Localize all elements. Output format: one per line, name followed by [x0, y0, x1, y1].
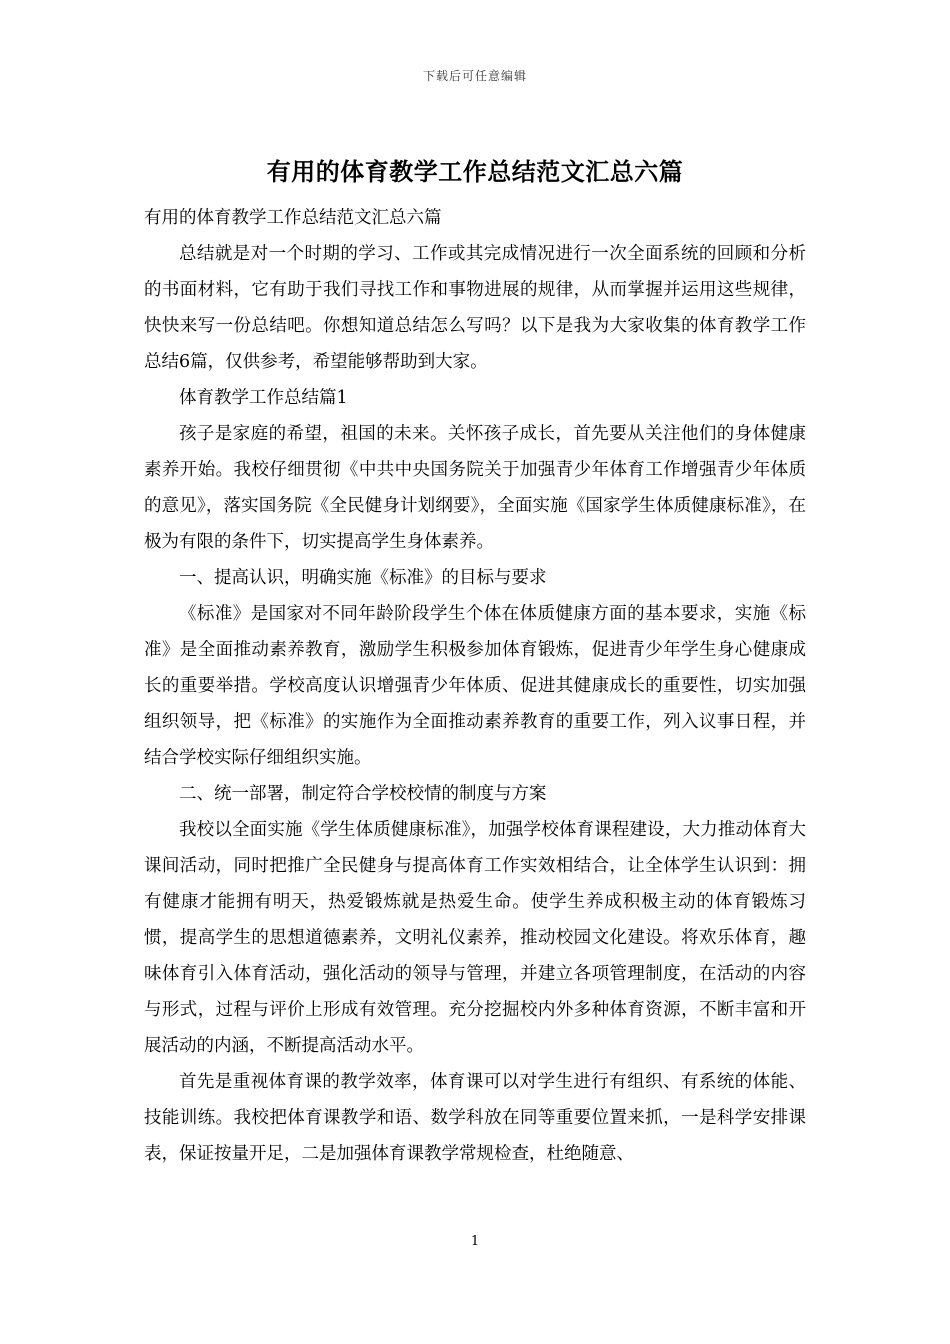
document-body [144, 200, 806, 1172]
intro-paragraph: 总结就是对一个时期的学习、工作或其完成情况进行一次全面系统的回顾和分析的书面材料，它有助于我们寻找工作和事物进展的规律，从而掌握并运用这些规律，快快来写一份总结吧。你想知道总结怎么写吗？以下是我为大家收集的体育教学工作总结6篇，仅供参考，希望能够帮助到大家。 [144, 244, 806, 372]
subtitle-line: 有用的体育教学工作总结范文汇总六篇 [144, 208, 442, 228]
header-note: 下载后可任意编辑 [422, 69, 527, 83]
body-paragraph: 《标准》是国家对不同年龄阶段学生个体在体质健康方面的基本要求，实施《标准》是全面推动素养教育，激励学生积极参加体育锻炼，促进青少年学生身心健康成长的重要举措。学校高度认识增强青少年体质、促进其健康成长的重要性，切实加强组织领导，把《标准》的实施作为全面推动素养教育的重要工作，列入议事日程，并结合学校实际仔细组织实施。 [144, 604, 806, 768]
page-number: 1 [470, 1234, 480, 1249]
section-heading: 一、提高认识，明确实施《标准》的目标与要求 [179, 568, 547, 588]
body-paragraph: 首先是重视体育课的教学效率，体育课可以对学生进行有组织、有系统的体能、技能训练。我校把体育课教学和语、数学科放在同等重要位置来抓，一是科学安排课表，保证按量开足，二是加强体育课教学常规检查，杜绝随意、 [144, 1072, 806, 1164]
body-paragraph: 孩子是家庭的希望，祖国的未来。关怀孩子成长，首先要从关注他们的身体健康素养开始。我校仔细贯彻《中共中央国务院关于加强青少年体育工作增强青少年体质的意见》，落实国务院《全民健身计划纲要》，全面实施《国家学生体质健康标准》，在极为有限的条件下，切实提高学生身体素养。 [144, 424, 806, 552]
section-heading: 体育教学工作总结篇1 [179, 388, 348, 408]
body-paragraph: 我校以全面实施《学生体质健康标准》，加强学校体育课程建设，大力推动体育大课间活动，同时把推广全民健身与提高体育工作实效相结合，让全体学生认识到：拥有健康才能拥有明天，热爱锻炼就是热爱生命。使学生养成积极主动的体育锻炼习惯，提高学生的思想道德素养，文明礼仪素养，推动校园文化建设。将欢乐体育，趣味体育引入体育活动，强化活动的领导与管理，并建立各项管理制度，在活动的内容与形式，过程与评价上形成有效管理。充分挖掘校内外多种体育资源，不断丰富和开展活动的内涵，不断提高活动水平。 [144, 820, 806, 1056]
document-title: 有用的体育教学工作总结范文汇总六篇 [266, 157, 684, 186]
section-heading: 二、统一部署，制定符合学校校情的制度与方案 [179, 784, 547, 804]
